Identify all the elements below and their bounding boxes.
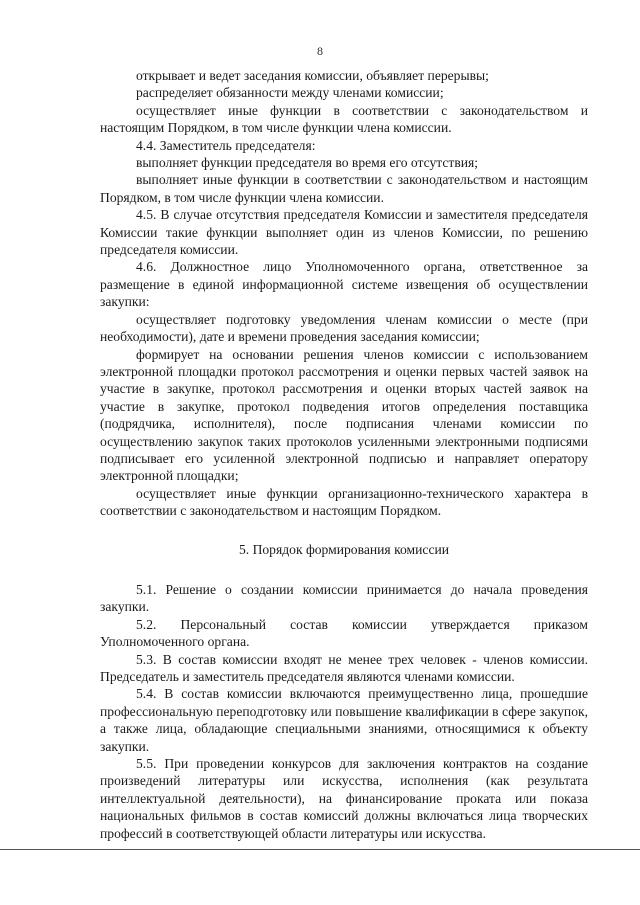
paragraph: 5.1. Решение о создании комиссии принимается до начала проведения закупки.: [100, 581, 588, 615]
paragraph: открывает и ведет заседания комиссии, объявляет перерывы;: [136, 68, 489, 83]
paragraph: распределяет обязанности между членами комиссии;: [136, 85, 444, 101]
document-body: [100, 67, 588, 842]
paragraph: формирует на основании решения членов комиссии с использованием электронной площадки протокол рассмотрения и оценки первых частей заявок на участие в закупке, протокол рассмотрения и оценки вторых частей заявок на участие в закупке, протокол подведения итогов определения поставщика (подрядчика, исполнителя), после подписания членами комиссии по осуществлению закупок таких протоколов усиленными электронными подписями подписывает его усиленной электронной подписью и направляет оператору электронной площадки;: [100, 346, 588, 484]
paragraph: 5.2. Персональный состав комиссии утверждается приказом Уполномоченного органа.: [100, 616, 588, 650]
section-title: 5. Порядок формирования комиссии: [238, 541, 450, 557]
paragraph: 4.6. Должностное лицо Уполномоченного органа, ответственное за размещение в единой информационной системе извещения об осуществлении закупки:: [100, 259, 588, 310]
paragraph: 4.4. Заместитель председателя:: [136, 137, 316, 153]
page-bottom-divider: [0, 849, 640, 850]
paragraph: осуществляет подготовку уведомления членам комиссии о месте (при необходимости), дате и времени проведения заседания комиссии;: [100, 311, 588, 345]
paragraph: осуществляет иные функции в соответствии с законодательством и настоящим Порядком, в том числе функции члена комиссии.: [100, 102, 588, 136]
paragraph: 4.5. В случае отсутствия председателя Комиссии и заместителя председателя Комиссии такие функции выполняет один из членов Комиссии, по решению председателя комиссии.: [100, 207, 588, 258]
paragraph: 5.4. В состав комиссии включаются преимущественно лица, прошедшие профессиональную переподготовку или повышение квалификации в сфере закупок, а также лица, обладающие специальными знаниями, относящимися к объекту закупки.: [100, 686, 588, 754]
paragraph: 5.5. При проведении конкурсов для заключения контрактов на создание произведений литературы или искусства, исполнения (как результата интеллектуальной деятельности), на финансирование проката или показа национальных фильмов в состав комиссий должны включаться лица творческих профессий в соответствующей области литературы или искусства.: [100, 756, 588, 841]
paragraph: выполняет функции председателя во время его отсутствия;: [136, 155, 479, 171]
page-number: 8: [317, 44, 323, 58]
paragraph: осуществляет иные функции организационно-технического характера в соответствии с законодательством и настоящим Порядком.: [100, 485, 588, 519]
paragraph: выполняет иные функции в соответствии с законодательством и настоящим Порядком, в том числе функции члена комиссии.: [100, 172, 588, 205]
paragraph: 5.3. В состав комиссии входят не менее трех человек - членов комиссии. Председатель и заместитель председателя являются членами комиссии.: [100, 651, 588, 684]
